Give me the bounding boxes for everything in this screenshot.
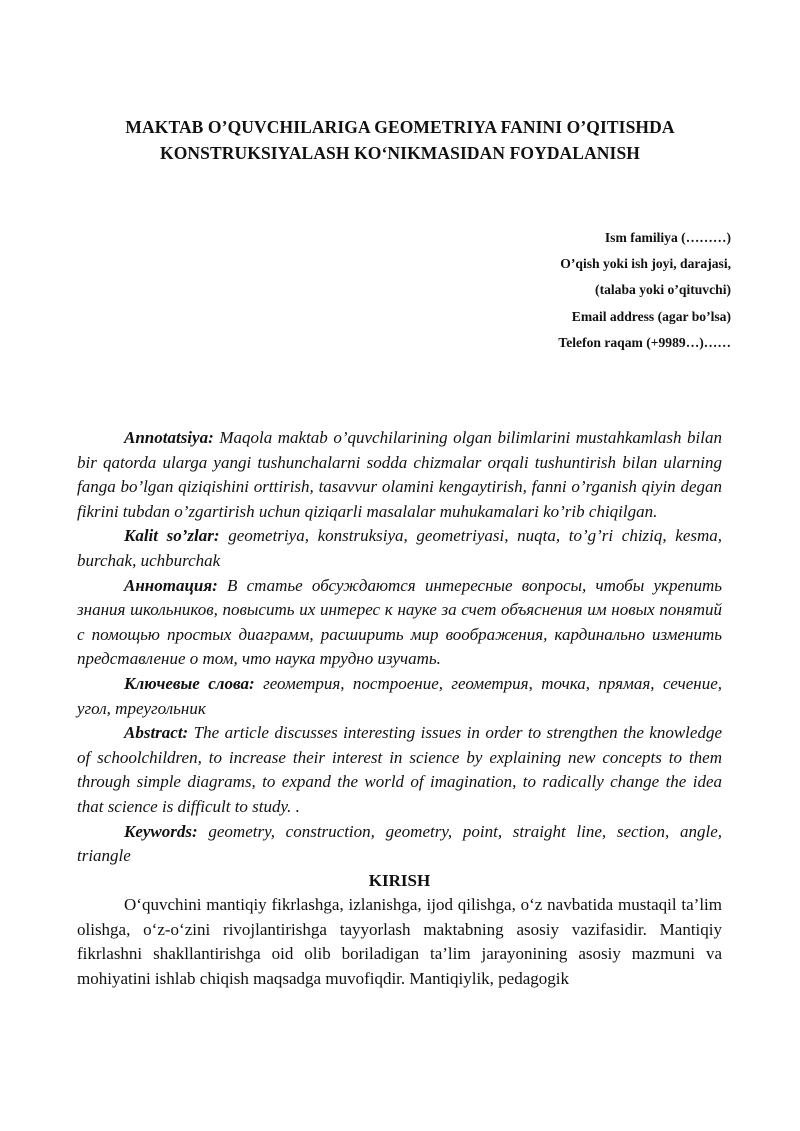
- abstract-ru-text: В статье обсуждаются интересные вопросы, чтобы укрепить знания школьников, повысить их интерес к науке за счет объяснения им новых понятий с помощью простых диаграмм, расширить мир воображения, кардинально изменить представление о том, что наука трудно изучать.: [77, 575, 723, 669]
- title-line-1: MAKTAB O’QUVCHILARIGA GEOMETRIYA FANINI O’QITISHDA: [125, 117, 675, 137]
- section-heading: KIRISH: [368, 870, 431, 890]
- article-body: [77, 426, 722, 992]
- author-workplace: O’qish yoki ish joyi, darajasi,: [560, 256, 731, 272]
- article-title: [80, 114, 720, 166]
- title-line-2: KONSTRUKSIYALASH KO‘NIKMASIDAN FOYDALANISH: [159, 143, 640, 163]
- keywords-ru: [77, 672, 722, 721]
- keywords-en: [77, 820, 722, 869]
- abstract-uz: [77, 426, 722, 524]
- introduction-paragraph: O‘quvchini mantiqiy fikrlashga, izlanishga, ijod qilishga, o‘z navbatida mustaqil ta’lim olishga, o‘z-o‘zini rivojlantirishga tayyorlash maktabning asosiy vazifasidir. Mantiqiy fikrlashni shakllantirishga oid olib boriladigan ta’lim jarayonining asosiy mazmuni va mohiyatini ishlab chiqish maqsadga muvofiqdir. Mantiqiylik, pedagogik: [77, 895, 722, 989]
- keywords-en-label: Keywords:: [124, 821, 198, 841]
- keywords-uz-label: Kalit so’zlar:: [124, 526, 220, 546]
- abstract-en-label: Abstract:: [124, 723, 189, 743]
- keywords-ru-text: геометрия, построение, геометрия, точка, прямая, сечение, угол, треугольник: [77, 673, 722, 718]
- keywords-uz: [77, 524, 722, 573]
- author-name: Ism familiya (………): [604, 230, 731, 245]
- abstract-ru-label: Аннотация:: [124, 575, 218, 595]
- abstract-en-text: The article discusses interesting issues in order to strengthen the knowledge of schoolchildren, to increase their interest in science by explaining new concepts to them through simple diagrams, to expand the world of imagination, to radically change the idea that science is difficult to study. .: [77, 723, 722, 816]
- author-block: [558, 225, 731, 356]
- keywords-en-text: geometry, construction, geometry, point, straight line, section, angle, triangle: [77, 821, 722, 866]
- abstract-ru: [77, 574, 722, 672]
- abstract-en: [77, 721, 722, 819]
- abstract-uz-label: Annotatsiya:: [124, 428, 214, 447]
- keywords-ru-label: Ключевые слова:: [124, 673, 255, 693]
- keywords-uz-text: geometriya, konstruksiya, geometriyasi, nuqta, to’g’ri chiziq, kesma, burchak, uchburchak: [77, 526, 723, 570]
- author-phone: Telefon raqam (+9989…)……: [558, 334, 731, 350]
- abstract-uz-text: Maqola maktab o’quvchilarining olgan bilimlarini mustahkamlash bilan bir qatorda ularga yangi tushunchalarni sodda chizmalar orqali tushuntirish bilan ularning fanga bo’lgan qiziqishini orttirish, tasavvur olamini kengaytirish, fanni o’rganish qiyin degan fikrini tubdan o’zgartirish uchun qiziqarli masalalar muhukamalari ko’rib chiqilgan.: [77, 428, 723, 521]
- author-role: (talaba yoki o’qituvchi): [595, 282, 731, 298]
- author-email: Email address (agar bo’lsa): [571, 308, 731, 324]
